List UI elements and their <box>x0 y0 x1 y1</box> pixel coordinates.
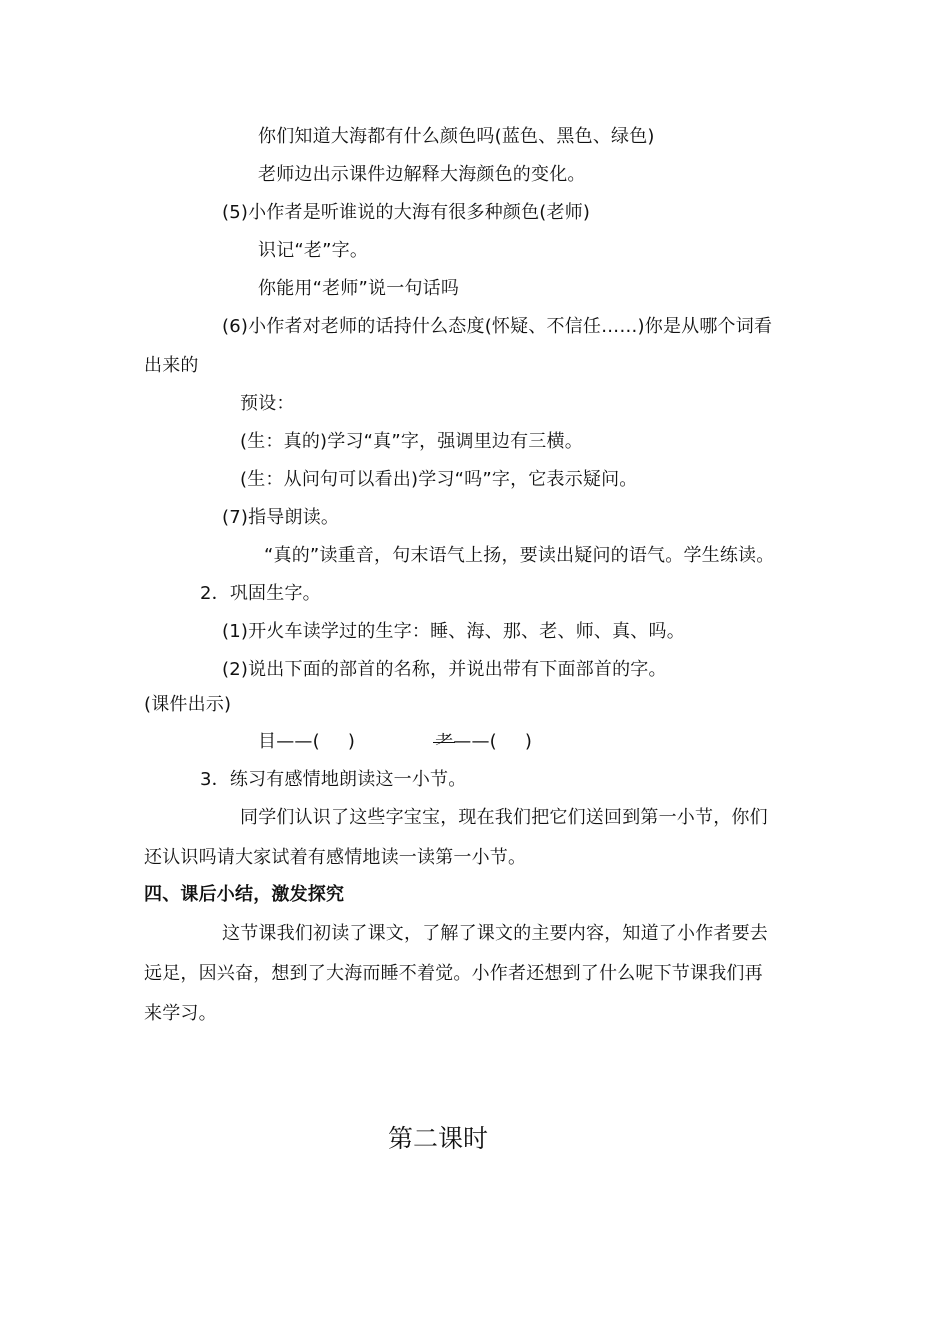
paragraph-line: 你们知道大海都有什么颜色吗(蓝色、黑色、绿色) <box>258 126 655 147</box>
paragraph-line: 你能用“老师”说一句话吗 <box>258 278 460 299</box>
radical-item-2-glyph: 耂 <box>435 731 454 752</box>
paragraph-line: 老师边出示课件边解释大海颜色的变化。 <box>258 164 586 185</box>
question-7: (7)指导朗读。 <box>222 507 340 528</box>
question-5: (5)小作者是听谁说的大海有很多种颜色(老师) <box>222 202 591 223</box>
section-heading: 四、课后小结，激发探究 <box>144 884 345 905</box>
list-item-3: 3．练习有感情地朗读这一小节。 <box>200 769 467 790</box>
paragraph-line: 同学们认识了这些字宝宝，现在我们把它们送回到第一小节，你们 <box>240 807 768 828</box>
list-item-2: 2．巩固生字。 <box>200 583 321 604</box>
paragraph-line: (生：从问句可以看出)学习“吗”字，它表示疑问。 <box>240 469 638 490</box>
radical-item-2: ——( <box>453 731 497 752</box>
radical-item-1: 目——( <box>258 731 320 752</box>
paragraph-line: 识记“老”字。 <box>258 240 369 261</box>
radical-item-2-close: ) <box>524 731 533 752</box>
paragraph-line: “真的”读重音，句末语气上扬，要读出疑问的语气。学生练读。 <box>264 545 775 566</box>
summary-line: 远足，因兴奋，想到了大海而睡不着觉。小作者还想到了什么呢下节课我们再 <box>144 963 763 984</box>
paragraph-line: (生：真的)学习“真”字，强调里边有三横。 <box>240 431 583 452</box>
paragraph-line: (课件出示) <box>144 694 232 715</box>
radical-item-1-close: ) <box>347 731 356 752</box>
paragraph-line: 还认识吗请大家试着有感情地读一读第一小节。 <box>144 847 527 868</box>
sub-item-1: (1)开火车读学过的生字：睡、海、那、老、师、真、吗。 <box>222 621 685 642</box>
sub-item-2: (2)说出下面的部首的名称，并说出带有下面部首的字。 <box>222 659 667 680</box>
paragraph-line: 出来的 <box>144 355 199 376</box>
radical-exercise <box>258 730 532 754</box>
summary-line: 来学习。 <box>144 1003 217 1024</box>
preset-label: 预设： <box>240 393 295 414</box>
summary-line: 这节课我们初读了课文，了解了课文的主要内容，知道了小作者要去 <box>222 923 768 944</box>
lesson-title: 第二课时 <box>388 1124 489 1153</box>
question-6: (6)小作者对老师的话持什么态度(怀疑、不信任……)你是从哪个词看 <box>222 316 773 337</box>
